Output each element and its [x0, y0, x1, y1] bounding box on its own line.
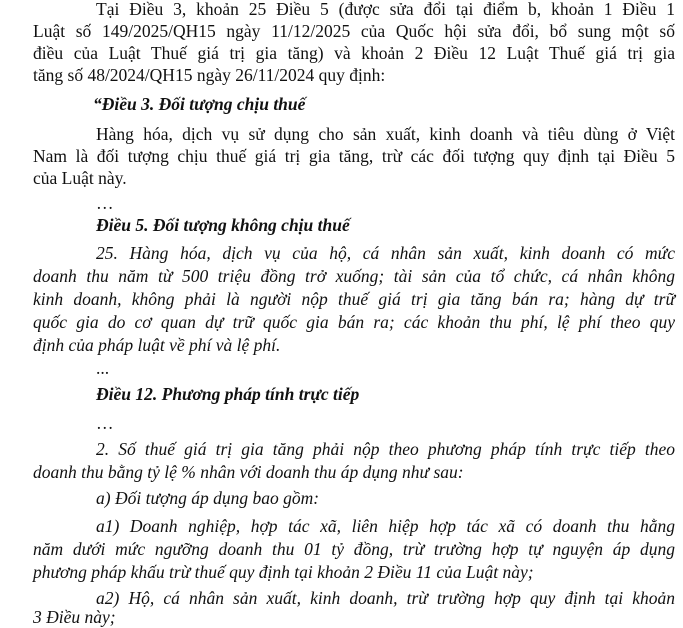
article-12-a2-line-1: a2) Hộ, cá nhân sản xuất, kinh doanh, trừ trường hợp quy định tại khoản [96, 588, 675, 608]
article-12-a1-line-3: phương pháp khấu trừ thuế quy định tại khoản 2 Điều 11 của Luật này; [33, 562, 534, 582]
article-3-line-2: Nam là đối tượng chịu thuế giá trị gia tăng, trừ các đối tượng quy định tại Điều 5 [33, 146, 675, 166]
article-3-line-3: của Luật này. [33, 168, 127, 188]
article-5-line-1: 25. Hàng hóa, dịch vụ của hộ, cá nhân sản xuất, kinh doanh có mức [96, 243, 675, 263]
intro-line-3: điều của Luật Thuế giá trị gia tăng) và khoản 2 Điều 12 Luật Thuế giá trị gia [33, 43, 675, 63]
article-3-ellipsis: … [96, 193, 114, 213]
article-5-line-3: kinh doanh, không phải là người nộp thuế giá trị gia tăng bán ra; hàng dự trữ [33, 289, 675, 309]
article-12-a1-line-1: a1) Doanh nghiệp, hợp tác xã, liên hiệp hợp tác xã có doanh thu hằng [96, 516, 675, 536]
article-12-ellipsis: … [96, 413, 114, 433]
article-3-line-1: Hàng hóa, dịch vụ sử dụng cho sản xuất, kinh doanh và tiêu dùng ở Việt [96, 124, 675, 144]
article-12-point-a: a) Đối tượng áp dụng bao gồm: [96, 488, 320, 508]
article-12-p2-line-2: doanh thu bằng tỷ lệ % nhân với doanh thu áp dụng như sau: [33, 462, 464, 482]
article-5-ellipsis: ... [96, 358, 110, 378]
article-5-line-2: doanh thu năm từ 500 triệu đồng trở xuống; tài sản của tổ chức, cá nhân không [33, 266, 675, 286]
intro-line-1: Tại Điều 3, khoản 25 Điều 5 (được sửa đổi tại điểm b, khoản 1 Điều 1 [96, 0, 675, 19]
article-5-heading: Điều 5. Đối tượng không chịu thuế [96, 215, 350, 235]
article-12-a1-line-2: năm dưới mức ngưỡng doanh thu 01 tỷ đồng, trừ trường hợp tự nguyện áp dụng [33, 539, 675, 559]
intro-line-2: Luật số 149/2025/QH15 ngày 11/12/2025 của Quốc hội sửa đổi, bổ sung một số [33, 21, 675, 41]
intro-line-4: tăng số 48/2024/QH15 ngày 26/11/2024 quy định: [33, 65, 386, 85]
article-12-a2-line-2: 3 Điều này; [33, 607, 116, 627]
article-12-heading: Điều 12. Phương pháp tính trực tiếp [96, 384, 360, 404]
article-5-line-5: định của pháp luật về phí và lệ phí. [33, 335, 281, 355]
article-12-p2-line-1: 2. Số thuế giá trị gia tăng phải nộp theo phương pháp tính trực tiếp theo [96, 439, 675, 459]
article-3-heading: “Điều 3. Đối tượng chịu thuế [93, 94, 306, 114]
article-5-line-4: quốc gia do cơ quan dự trữ quốc gia bán ra; các khoản thu phí, lệ phí theo quy [33, 312, 675, 332]
